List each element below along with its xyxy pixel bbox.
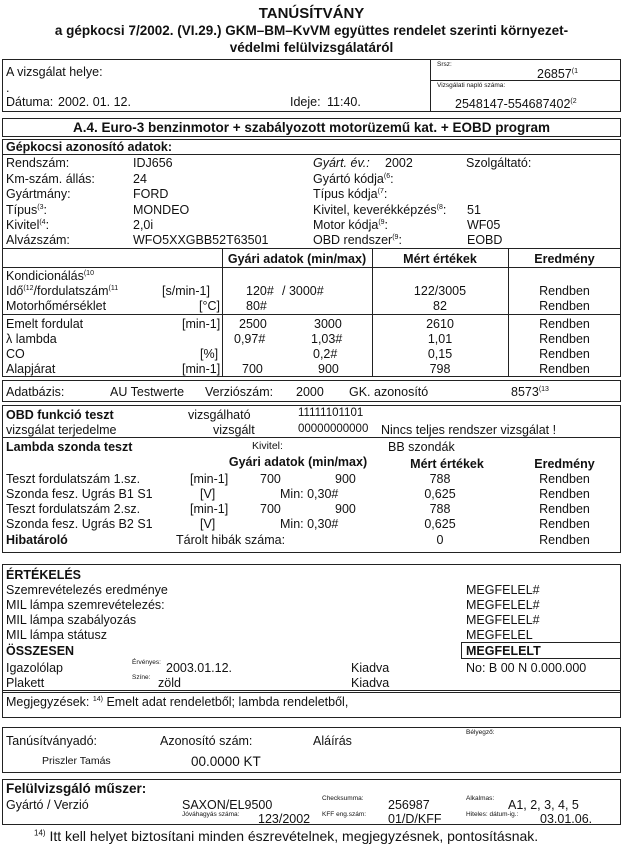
lambda-row-3-min: 700: [260, 502, 281, 516]
lambda-col-result: Eredmény: [534, 457, 595, 471]
error-count-value: 0: [436, 533, 444, 547]
motorhomerseklet-min: 80#: [246, 299, 267, 313]
kff-label: KFF eng.szám:: [322, 811, 367, 818]
lambda-row-4-result: Rendben: [539, 517, 590, 531]
tipuskod-label: Típus kódja$^{(7}$:: [313, 187, 388, 201]
obd-note: Nincs teljes rendszer vizsgálat !: [381, 423, 557, 437]
lambda-kivitel-label: Kivitel:: [252, 440, 283, 452]
lambda-row-2-label: Szonda fesz. Ugrás B1 S1: [6, 487, 153, 501]
szine-label: Színe:: [132, 674, 151, 681]
lambda-col-measured: Mért értékek: [410, 457, 484, 471]
signature-label: Aláírás: [313, 734, 352, 748]
summary-title: ÖSSZESEN: [6, 644, 75, 658]
kivitel-label: Kivitel$^{(4}$:: [6, 218, 50, 232]
lambda-row-3-unit: [min-1]: [190, 502, 229, 516]
tipus-value: MONDEO: [133, 203, 190, 217]
version-label: Verziószám:: [205, 385, 274, 399]
date-label: Dátuma:: [6, 95, 54, 109]
obd-scope: vizsgálat terjedelme: [6, 423, 117, 437]
lambda-row-3-max: 900: [335, 502, 356, 516]
lambda-row-3-value: 788: [429, 502, 451, 516]
lambda-row-2-min: Min: 0,30#: [280, 487, 339, 501]
obd-done-value: 00000000000: [298, 423, 369, 435]
stamp-label: Bélyegző:: [466, 729, 495, 736]
eval-row-3-value: MEGFELEL#: [466, 613, 540, 627]
lambda-row-1-max: 900: [335, 472, 356, 486]
eval-row-1-value: MEGFELEL#: [466, 583, 540, 597]
eval-row-1-label: Szemrevételezés eredménye: [6, 583, 168, 597]
lambda-row-1-result: Rendben: [539, 472, 590, 486]
szine-value: zöld: [158, 676, 181, 690]
km-label: Km-szám. állás:: [6, 172, 95, 186]
instrument-title: Felülvizsgáló műszer:: [6, 781, 147, 796]
eval-row-4-label: MIL lámpa státusz: [6, 628, 107, 642]
error-count-label: Tárolt hibák száma:: [176, 533, 286, 547]
lambda-result: Rendben: [539, 332, 590, 346]
gyarto-label: Gyártó / Verzió: [6, 798, 89, 812]
database-value: AU Testwerte: [110, 385, 185, 399]
igazololap-number: No: B 00 N 0.000.000: [466, 661, 587, 675]
gyarto-value: SAXON/EL9500: [182, 798, 273, 812]
co-value: 0,15: [427, 347, 453, 361]
rendszam-value: IDJ656: [133, 156, 173, 170]
ido-max: / 3000#: [282, 284, 324, 298]
motorhomerseklet-result: Rendben: [539, 299, 590, 313]
lambda-row-4-min: Min: 0,30#: [280, 517, 339, 531]
lambda-row-2-value: 0,625: [424, 487, 456, 501]
ido-unit: [s/min-1]: [162, 284, 210, 298]
motorhomerseklet-unit: [°C]: [199, 299, 220, 313]
alkalmas-label: Alkalmas:: [466, 795, 495, 802]
checksum-value: 256987: [388, 798, 430, 812]
gk-label: GK. azonosító: [349, 385, 429, 399]
lambda-row-2-unit: [V]: [200, 487, 216, 501]
obd-value: EOBD: [467, 233, 503, 247]
emelt-fordulat-result: Rendben: [539, 317, 590, 331]
gyartmany-value: FORD: [133, 187, 169, 201]
rendszam-label: Rendszám:: [6, 156, 70, 170]
time-label: Ideje:: [290, 95, 321, 109]
alapjarat-unit: [min-1]: [182, 362, 221, 376]
alapjarat-max: 900: [318, 362, 339, 376]
lambda-row-1-label: Teszt fordulatszám 1.sz.: [6, 472, 141, 486]
co-label: CO: [6, 347, 25, 361]
col-result: Eredmény: [534, 252, 595, 266]
ido-result: Rendben: [539, 284, 590, 298]
motorkod-label: Motor kódja$^{(9}$:: [313, 218, 389, 232]
version-value: 2000: [296, 385, 324, 399]
eval-row-3-label: MIL lámpa szabályozás: [6, 613, 137, 627]
obd-testable-value: 11111101101: [298, 407, 364, 419]
document-subtitle-1: a gépkocsi 7/2002. (VI.29.) GKM–BM–KvVM együttes rendelet szerinti környezet-: [54, 23, 569, 38]
summary-result: MEGFELELT: [466, 644, 541, 658]
lambda-label: λ lambda: [6, 332, 57, 346]
emelt-fordulat-unit: [min-1]: [182, 317, 221, 331]
motorhomerseklet-value: 82: [433, 299, 447, 313]
plakett-label: Plakett: [6, 676, 45, 690]
ido-min: 120#: [246, 284, 274, 298]
lambda-row-2-result: Rendben: [539, 487, 590, 501]
obd-done-label: vizsgált: [213, 423, 255, 437]
emelt-fordulat-label: Emelt fordulat: [6, 317, 84, 331]
kondicionalas-label: Kondicionálás$^{(10}$: [6, 269, 94, 283]
alvaz-value: WFO5XXGBB52T63501: [133, 233, 269, 247]
kiadva-1: Kiadva: [351, 661, 390, 675]
database-label: Adatbázis:: [6, 385, 65, 399]
time-value: 11:40.: [327, 95, 361, 109]
alapjarat-result: Rendben: [539, 362, 590, 376]
ido-value: 122/3005: [413, 284, 467, 298]
error-store-title: Hibatároló: [6, 533, 68, 547]
vehicle-heading: Gépkocsi azonosító adatok:: [6, 140, 173, 154]
co-max: 0,2#: [313, 347, 338, 361]
gyartev-value: 2002: [385, 156, 413, 170]
ervenyes-value: 2003.01.12.: [166, 661, 233, 675]
obd-title: OBD funkció teszt: [6, 408, 114, 422]
obd-label: OBD rendszer$^{(9}$:: [313, 233, 402, 247]
alvaz-label: Alvázszám:: [6, 233, 70, 247]
gyartev-label: Gyárt. év.:: [313, 156, 370, 170]
alapjarat-value: 798: [429, 362, 451, 376]
footnote: $^{14)}$ Itt kell helyet biztosítani minden észrevételnek, megjegyzésnek, pontosításnak.: [34, 828, 539, 844]
co-unit: [%]: [200, 347, 219, 361]
srsz-label: Srsz:: [437, 61, 452, 68]
gyartokod-label: Gyártó kódja$^{(6}$:: [313, 172, 394, 186]
checksum-label: Checksumma:: [322, 795, 364, 802]
emelt-fordulat-value: 2610: [426, 317, 454, 331]
lambda-row-1-value: 788: [429, 472, 451, 486]
lambda-kivitel-value: BB szondák: [388, 440, 455, 454]
lambda-row-1-unit: [min-1]: [190, 472, 229, 486]
gk-value: 8573$^{(13}$: [511, 385, 549, 399]
date-value: 2002. 01. 12.: [58, 95, 131, 109]
error-result: Rendben: [539, 533, 590, 547]
alkalmas-value: A1, 2, 3, 4, 5: [508, 798, 579, 812]
emelt-fordulat-min: 2500: [239, 317, 267, 331]
alapjarat-label: Alapjárat: [6, 362, 56, 376]
issuer-name: Priszler Tamás: [42, 755, 111, 767]
kivitel-value: 2,0i: [133, 218, 154, 232]
srsz-value: 26857$^{(1}$: [537, 67, 578, 81]
lambda-value: 1,01: [427, 332, 453, 346]
document-title: TANÚSÍTVÁNY: [258, 5, 365, 22]
motorkod-value: WF05: [467, 218, 501, 232]
emelt-fordulat-max: 3000: [314, 317, 342, 331]
hiteles-label: Hiteles: dátum-ig.:: [466, 811, 519, 818]
szolgaltato-label: Szolgáltató:: [466, 156, 532, 170]
igazololap-label: Igazolólap: [6, 661, 63, 675]
eval-row-2-value: MEGFELEL#: [466, 598, 540, 612]
log-value: 2548147-554687402$^{(2}$: [455, 97, 577, 111]
col-factory: Gyári adatok (min/max): [227, 252, 367, 266]
lambda-col-factory: Gyári adatok (min/max): [228, 455, 368, 469]
id-label: Azonosító szám:: [160, 734, 253, 748]
evaluation-title: ÉRTÉKELÉS: [6, 568, 82, 582]
obd-testable-label: vizsgálható: [188, 408, 251, 422]
ervenyes-label: Érvényes:: [132, 659, 161, 666]
lambda-row-1-min: 700: [260, 472, 281, 486]
keverek-label: Kivitel, keverékképzés$^{(8}$:: [313, 203, 447, 217]
co-result: Rendben: [539, 347, 590, 361]
kiadva-2: Kiadva: [351, 676, 390, 690]
place-label: A vizsgálat helye:: [6, 65, 103, 79]
eval-row-2-label: MIL lámpa szemrevételezés:: [6, 598, 165, 612]
lambda-min: 0,97#: [234, 332, 266, 346]
remarks-label: Megjegyzések: $^{14)}$ Emelt adat rendeletből; lambda rendeletből,: [6, 695, 349, 709]
place-dot: .: [6, 81, 10, 95]
col-measured: Mért értékek: [403, 252, 477, 266]
jovahagyas-label: Jóváhagyás száma:: [182, 811, 240, 818]
lambda-test-title: Lambda szonda teszt: [6, 440, 133, 454]
hiteles-value: 03.01.06.: [540, 812, 593, 826]
jovahagyas-value: 123/2002: [258, 812, 311, 826]
km-value: 24: [133, 172, 147, 186]
tipus-label: Típus$^{(3}$:: [6, 203, 47, 217]
kff-value: 01/D/KFF: [388, 812, 442, 826]
lambda-row-3-result: Rendben: [539, 502, 590, 516]
program-title: A.4. Euro-3 benzinmotor + szabályozott motorüzemű kat. + EOBD program: [72, 120, 551, 135]
lambda-row-4-label: Szonda fesz. Ugrás B2 S1: [6, 517, 153, 531]
log-label: Vizsgálati napló száma:: [437, 82, 506, 89]
issuer-label: Tanúsítványadó:: [6, 734, 98, 748]
lambda-row-4-value: 0,625: [424, 517, 456, 531]
alapjarat-min: 700: [242, 362, 263, 376]
lambda-max: 1,03#: [311, 332, 343, 346]
lambda-row-3-label: Teszt fordulatszám 2.sz.: [6, 502, 141, 516]
document-subtitle-2: védelmi felülvizsgálatáról: [229, 40, 394, 55]
issuer-id: 00.0000 KT: [191, 754, 261, 769]
gyartmany-label: Gyártmány:: [6, 187, 71, 201]
eval-row-4-value: MEGFELEL: [466, 628, 533, 642]
lambda-row-4-unit: [V]: [200, 517, 216, 531]
keverek-value: 51: [467, 203, 481, 217]
ido-label: Idő$^{(12}$/fordulatszám$^{(11}$: [6, 284, 119, 298]
motorhomerseklet-label: Motorhőmérséklet: [6, 299, 107, 313]
